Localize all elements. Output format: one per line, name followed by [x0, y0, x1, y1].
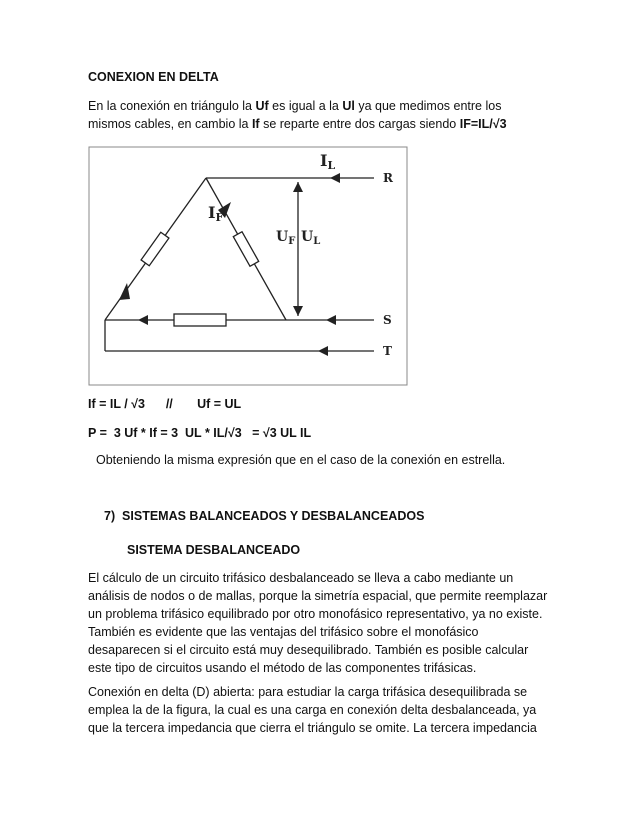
label-if: IF	[208, 203, 224, 224]
intro-bold-ul: Ul	[342, 99, 355, 113]
para1-line: un problema trifásico equilibrado por otro monofásico representativo, ya no existe.	[88, 607, 543, 621]
para2-line: Conexión en delta (D) abierta: para estudiar la carga trifásica desequilibrada se	[88, 685, 528, 699]
intro-bold-formula: IF=IL/√3	[459, 117, 507, 131]
intro-text: En la conexión en triángulo la	[88, 99, 256, 113]
obtaining-text: Obteniendo la misma expresión que en el caso de la conexión en estrella.	[96, 453, 506, 467]
para2-line: que la tercera impedancia que cierra el triángulo se omite. La tercera impedancia	[88, 721, 537, 735]
para1-line: desaparecen si el circuito está muy desequilibrado. También es posible calcular	[88, 643, 529, 657]
intro-text: mismos cables, en cambio la	[88, 117, 252, 131]
arrow-s-icon	[326, 315, 336, 325]
para1-line: este tipo de circuitos usando el método de las componentes trifásicas.	[88, 661, 477, 675]
label-r: R	[383, 171, 393, 185]
delta-diagram-svg	[88, 146, 408, 386]
para2-line: emplea la de la figura, la cual es una carga en conexión delta desbalanceada, ya	[88, 703, 537, 717]
para1-line: El cálculo de un circuito trifásico desbalanceado se lleva a cabo mediante un	[88, 571, 514, 585]
para1-line: análisis de nodos o de mallas, porque la simetría espacial, que permite reemplazar	[88, 589, 548, 603]
intro-text: se reparte entre dos cargas siendo	[259, 117, 460, 131]
subheading-desbalanceado: SISTEMA DESBALANCEADO	[127, 543, 301, 557]
label-ul: $U_L$	[301, 229, 321, 247]
formula-power: P = 3 Uf * If = 3 UL * IL/√3 = √3 UL IL	[88, 426, 312, 440]
delta-connection-diagram	[88, 146, 408, 386]
intro-paragraph	[88, 97, 548, 133]
intro-line-2	[88, 115, 548, 133]
label-il: IL	[320, 151, 336, 172]
impedance-right	[233, 232, 258, 267]
arrow-bottom-left-icon	[138, 315, 148, 325]
heading-conexion-delta: CONEXION EN DELTA	[88, 70, 219, 84]
label-t: T	[383, 344, 392, 358]
arrow-t-icon	[318, 346, 328, 356]
section-heading-sistemas: 7) SISTEMAS BALANCEADOS Y DESBALANCEADOS	[104, 509, 425, 523]
impedance-left	[141, 232, 169, 266]
arrow-left-side-icon	[119, 283, 130, 300]
label-uf: $U_F$	[276, 229, 296, 247]
impedance-bottom	[174, 314, 226, 326]
arrow-il-icon	[330, 173, 340, 183]
intro-bold-uf: Uf	[255, 99, 269, 113]
voltage-arrow-down-icon	[293, 306, 303, 316]
paragraph-desbalanceado	[88, 569, 558, 677]
diagram-frame	[89, 147, 407, 385]
intro-line-1	[88, 97, 548, 115]
intro-text: ya que medimos entre los	[354, 99, 502, 113]
label-s: S	[383, 313, 392, 327]
formula-if-uf: If = IL / √3 // Uf = UL	[88, 397, 242, 411]
intro-bold-if: If	[251, 117, 260, 131]
paragraph-delta-abierta	[88, 683, 558, 737]
intro-text: es igual a la	[268, 99, 343, 113]
para1-line: También es evidente que las ventajas del trifásico sobre el monofásico	[88, 625, 479, 639]
voltage-arrow-up-icon	[293, 182, 303, 192]
